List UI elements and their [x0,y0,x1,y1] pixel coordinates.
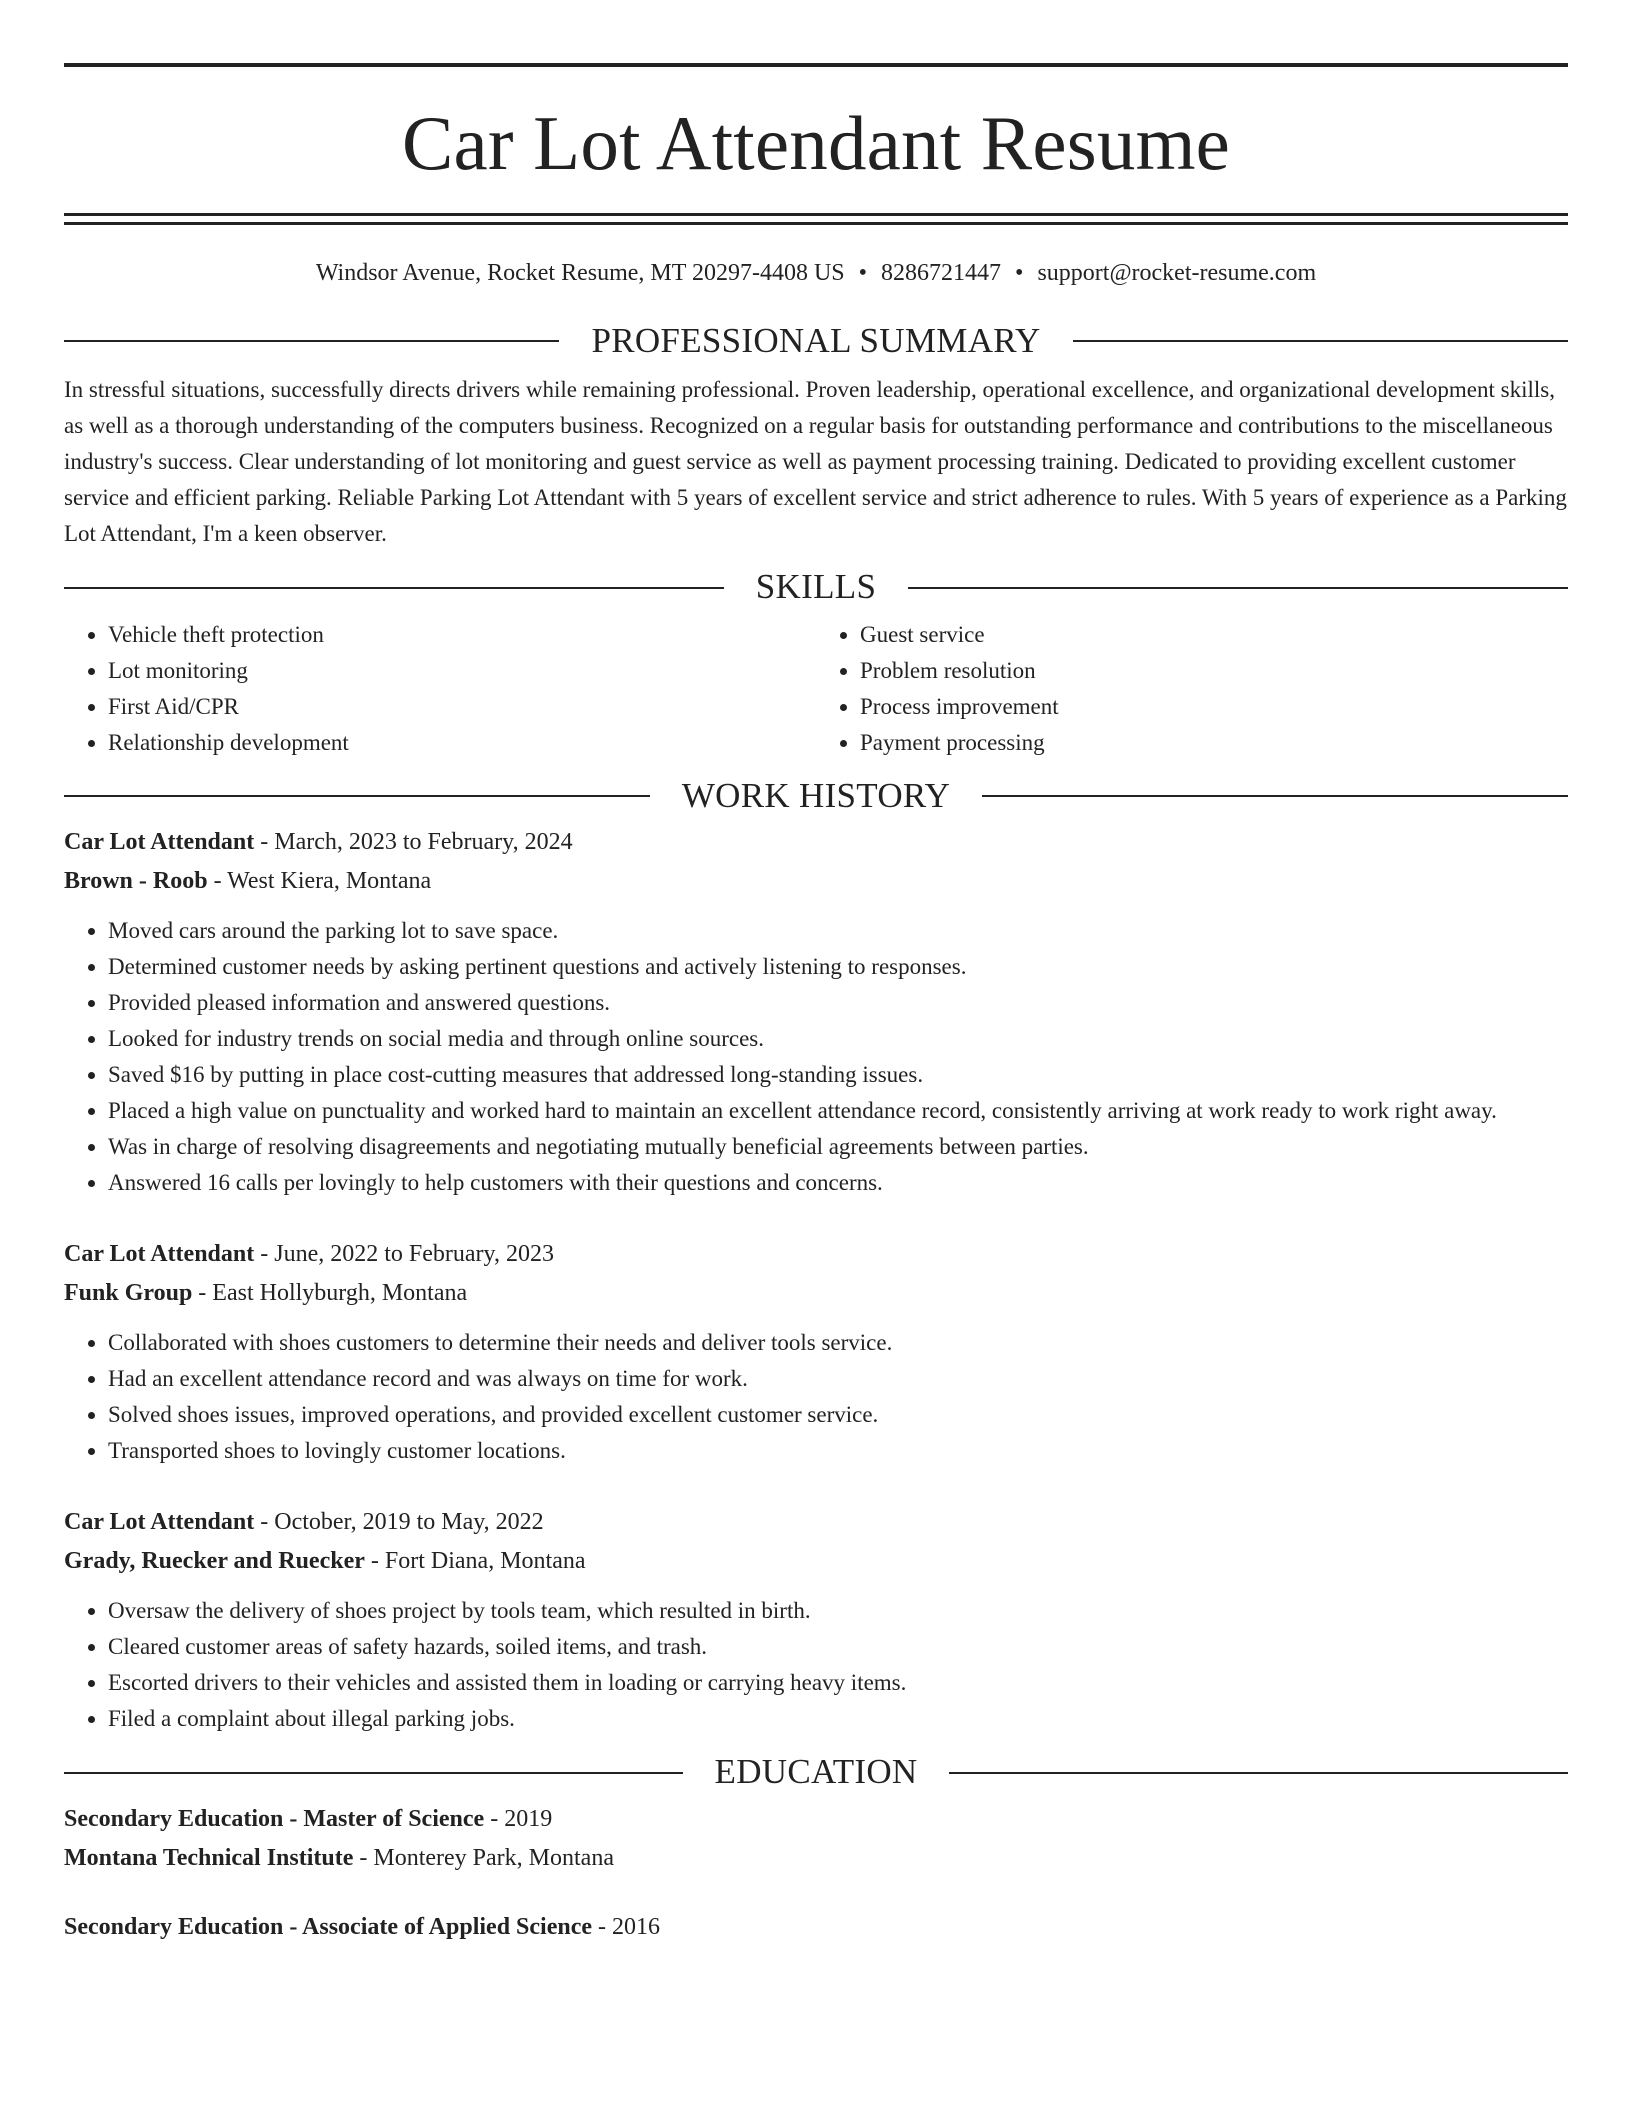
skill-item: • Guest service [860,617,1568,653]
dash: - [254,1241,275,1268]
job-entry [64,1235,1568,1469]
skills-list [64,617,1568,761]
education-heading: EDUCATION [714,1752,918,1792]
dash: - [364,1548,385,1575]
job-bullet: • Transported shoes to lovingly customer locations. [108,1433,1568,1469]
dash: - [353,1844,374,1871]
section-rule [64,340,559,342]
job-location: East Hollyburgh, Montana [212,1280,468,1307]
education-school: Montana Technical Institute [64,1844,354,1871]
education-entry [64,1800,1568,1878]
job-company-line [64,1542,1568,1581]
section-rule [64,1772,683,1774]
title-double-rule [64,213,1568,225]
job-bullet: • Provided pleased information and answered questions. [108,985,1568,1021]
skills-section-header [64,568,1568,607]
section-rule [64,795,650,797]
skill-item: • Lot monitoring [108,653,816,689]
skill-item: • Problem resolution [860,653,1568,689]
contact-address: Windsor Avenue, Rocket Resume, MT 20297-4408 US [315,260,845,286]
job-bullets [64,1593,1568,1737]
job-location: Fort Diana, Montana [384,1548,586,1575]
job-title-line [64,1503,1568,1542]
skills-heading: SKILLS [755,567,877,607]
dash: - [484,1805,505,1832]
skill-item: • Process improvement [860,689,1568,725]
skill-item: • Payment processing [860,725,1568,761]
job-bullets [64,1325,1568,1469]
job-company-line [64,862,1568,901]
job-bullet: • Answered 16 calls per lovingly to help customers with their questions and concerns. [108,1165,1568,1201]
skill-item: • First Aid/CPR [108,689,816,725]
summary-section-header [64,322,1568,361]
work-heading: WORK HISTORY [681,775,951,815]
skills-column-right [816,617,1568,761]
education-school-line [64,1839,1568,1878]
education-degree: Secondary Education - Associate of Applied Science [64,1913,593,1940]
skills-column-left [64,617,816,761]
contact-line [64,259,1568,288]
work-section-header [64,777,1568,816]
job-dates: March, 2023 to February, 2024 [274,829,573,856]
job-bullet: • Escorted drivers to their vehicles and assisted them in loading or carrying heavy items. [108,1665,1568,1701]
job-bullet: • Placed a high value on punctuality and worked hard to maintain an excellent attendance record, consistently arriving at work ready to work right away. [108,1093,1568,1129]
top-rule [64,63,1568,67]
dash: - [592,1913,613,1940]
job-company-line [64,1274,1568,1313]
skill-item: • Relationship development [108,725,816,761]
job-bullet: • Moved cars around the parking lot to save space. [108,913,1568,949]
job-title: Car Lot Attendant [64,829,255,856]
contact-separator: • [1015,260,1024,286]
education-degree: Secondary Education - Master of Science [64,1805,485,1832]
job-bullet: • Had an excellent attendance record and was always on time for work. [108,1361,1568,1397]
job-bullet: • Collaborated with shoes customers to determine their needs and deliver tools service. [108,1325,1568,1361]
job-title: Car Lot Attendant [64,1241,255,1268]
dash: - [207,868,228,895]
contact-separator: • [858,260,868,286]
education-entry [64,1908,1568,1947]
education-degree-line [64,1800,1568,1839]
job-dates: October, 2019 to May, 2022 [274,1509,544,1536]
contact-email: support@rocket-resume.com [1037,260,1317,286]
contact-phone: 8286721447 [881,260,1002,286]
education-location: Monterey Park, Montana [373,1844,614,1871]
section-rule [64,587,724,589]
job-entry [64,1503,1568,1737]
job-bullet: • Solved shoes issues, improved operations, and provided excellent customer service. [108,1397,1568,1433]
job-bullet: • Was in charge of resolving disagreements and negotiating mutually beneficial agreements between parties. [108,1129,1568,1165]
job-bullet: • Determined customer needs by asking pertinent questions and actively listening to responses. [108,949,1568,985]
skill-item: • Vehicle theft protection [108,617,816,653]
section-rule [982,795,1568,797]
job-dates: June, 2022 to February, 2023 [274,1241,554,1268]
resume-title: Car Lot Attendant Resume [401,100,1231,186]
education-year: 2016 [612,1913,661,1940]
job-company: Brown - Roob [64,868,208,895]
job-title-line [64,823,1568,862]
dash: - [254,1509,275,1536]
job-entry [64,823,1568,1201]
job-bullet: • Saved $16 by putting in place cost-cutting measures that addressed long-standing issues. [108,1057,1568,1093]
summary-heading: PROFESSIONAL SUMMARY [591,320,1041,360]
dash: - [254,829,275,856]
job-location: West Kiera, Montana [227,868,432,895]
education-section-header [64,1753,1568,1792]
education-degree-line [64,1908,1568,1947]
job-bullet: • Looked for industry trends on social media and through online sources. [108,1021,1568,1057]
job-bullet: • Oversaw the delivery of shoes project by tools team, which resulted in birth. [108,1593,1568,1629]
job-title: Car Lot Attendant [64,1509,255,1536]
job-title-line [64,1235,1568,1274]
section-rule [908,587,1568,589]
job-bullets [64,913,1568,1201]
job-bullet: • Cleared customer areas of safety hazards, soiled items, and trash. [108,1629,1568,1665]
job-company: Grady, Ruecker and Ruecker [64,1548,365,1575]
dash: - [192,1280,213,1307]
job-bullet: • Filed a complaint about illegal parking jobs. [108,1701,1568,1737]
summary-text: In stressful situations, successfully directs drivers while remaining professional. Proven leadership, operational excellence, and organizational development skills, as well as a thorough understanding of the computers business. Recognized on a regular basis for outstanding performance and contributions to the miscellaneous industry's success. Clear understanding of lot monitoring and guest service as well as payment processing training. Dedicated to providing excellent customer service and efficient parking. Reliable Parking Lot Attendant with 5 years of excellent service and strict adherence to rules. With 5 years of experience as a Parking Lot Attendant, I'm a keen observer. [64,377,1567,547]
section-rule [949,1772,1568,1774]
job-company: Funk Group [64,1280,193,1307]
section-rule [1073,340,1568,342]
education-year: 2019 [504,1805,553,1832]
